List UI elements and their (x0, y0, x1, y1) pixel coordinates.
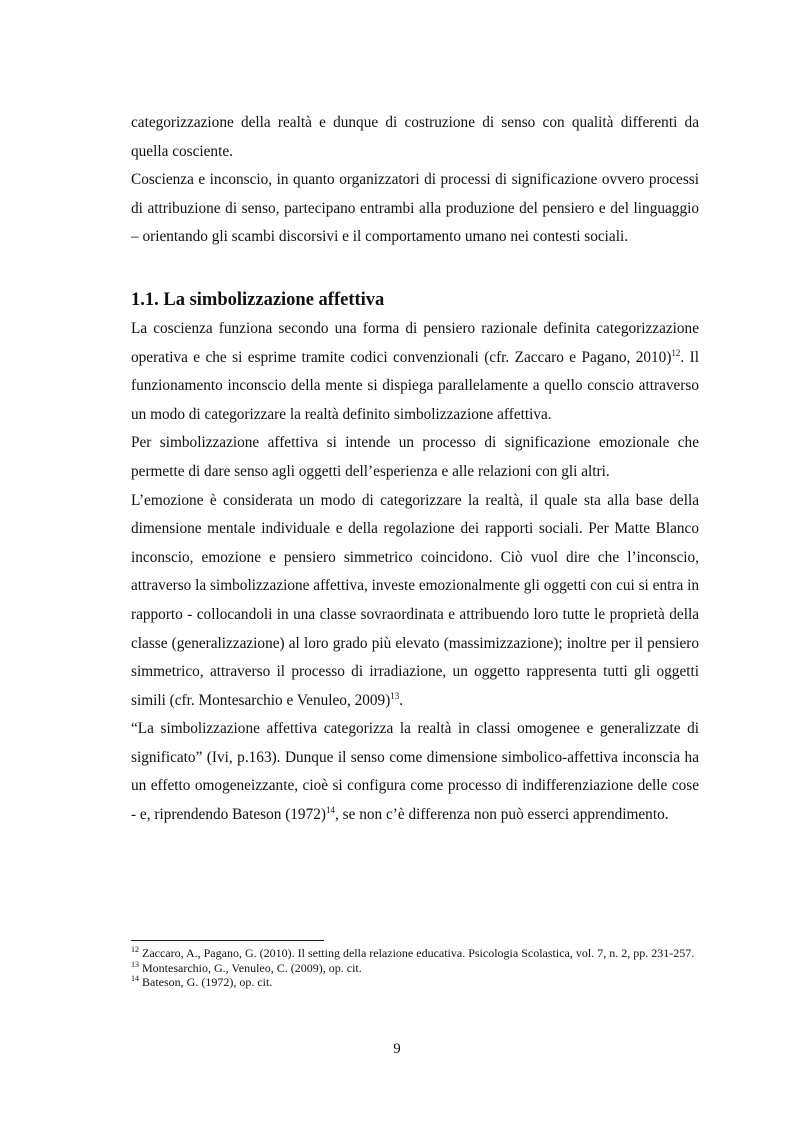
paragraph-coscienza-funziona (131, 315, 699, 429)
footnote-text: Montesarchio, G., Venuleo, C. (2009), op. cit. (139, 960, 362, 975)
footnotes (131, 946, 699, 990)
paragraph-text: . Il funzionamento inconscio della mente si dispiega parallelamente a quello conscio attraverso un modo di categorizzare la realtà definito simbolizzazione affettiva. (131, 348, 699, 423)
footnote-item (131, 975, 699, 990)
footnote-ref: 13 (390, 690, 400, 701)
paragraph-text: “La simbolizzazione affettiva categorizza la realtà in classi omogenee e generalizzate di significato” (Ivi, p.163). Dunque il senso come dimensione simbolico-affettiva inconscia ha un effetto omogeneizzante, cioè si configura come processo di indifferenziazione delle cose - e, riprendendo Bateson (1972) (131, 720, 699, 824)
footnote-item (131, 946, 699, 961)
page-body (131, 109, 699, 830)
footnote-number: 14 (131, 974, 139, 983)
section-heading: 1.1. La simbolizzazione affettiva (131, 289, 385, 310)
paragraph-coscienza-inconscio: Coscienza e inconscio, in quanto organizzatori di processi di significazione ovvero processi di attribuzione di senso, partecipano entrambi alla produzione del pensiero e del linguaggio – orientando gli scambi discorsivi e il comportamento umano nei contesti sociali. (131, 171, 699, 246)
paragraph-definizione: Per simbolizzazione affettiva si intende un processo di significazione emozionale che permette di dare senso agli oggetti dell’esperienza e alle relazioni con gli altri. (131, 434, 699, 480)
paragraph-continuation: categorizzazione della realtà e dunque di costruzione di senso con qualità differenti da quella cosciente. (131, 114, 699, 160)
footnote-ref: 12 (671, 347, 681, 358)
footnote-number: 12 (131, 945, 139, 954)
paragraph-emozione (131, 487, 699, 716)
footnote-divider (131, 940, 324, 941)
paragraph-text: L’emozione è considerata un modo di categorizzare la realtà, il quale sta alla base della dimensione mentale individuale e della regolazione dei rapporti sociali. Per Matte Blanco inconscio, emozione e pensiero simmetrico coincidono. Ciò vuol dire che l’inconscio, attraverso la simbolizzazione affettiva, investe emozionalmente gli oggetti con cui si entra in rapporto - collocandoli in una classe sovraordinata e attribuendo loro tutte le proprietà della classe (generalizzazione) al loro grado più elevato (massimizzazione); inoltre per il pensiero simmetrico, attraverso il processo di irradiazione, un oggetto rappresenta tutti gli oggetti simili (cfr. Montesarchio e Venuleo, 2009) (131, 491, 699, 709)
paragraph-text: , se non c’è differenza non può esserci apprendimento. (334, 806, 669, 824)
footnote-ref: 14 (325, 804, 335, 815)
footnote-text: Bateson, G. (1972), op. cit. (139, 975, 273, 989)
footnote-item (131, 961, 699, 976)
paragraph-citazione (131, 715, 699, 829)
page-number: 9 (393, 1041, 401, 1057)
footnote-text: Zaccaro, A., Pagano, G. (2010). Il setting della relazione educativa. Psicologia Scolastica, vol. 7, n. 2, pp. 231-257. (139, 946, 695, 960)
footnote-number: 13 (131, 959, 139, 969)
paragraph-text: . (399, 691, 404, 709)
paragraph-text: La coscienza funziona secondo una forma di pensiero razionale definita categorizzazione operativa e che si esprime tramite codici convenzionali (cfr. Zaccaro e Pagano, 2010) (131, 319, 699, 366)
